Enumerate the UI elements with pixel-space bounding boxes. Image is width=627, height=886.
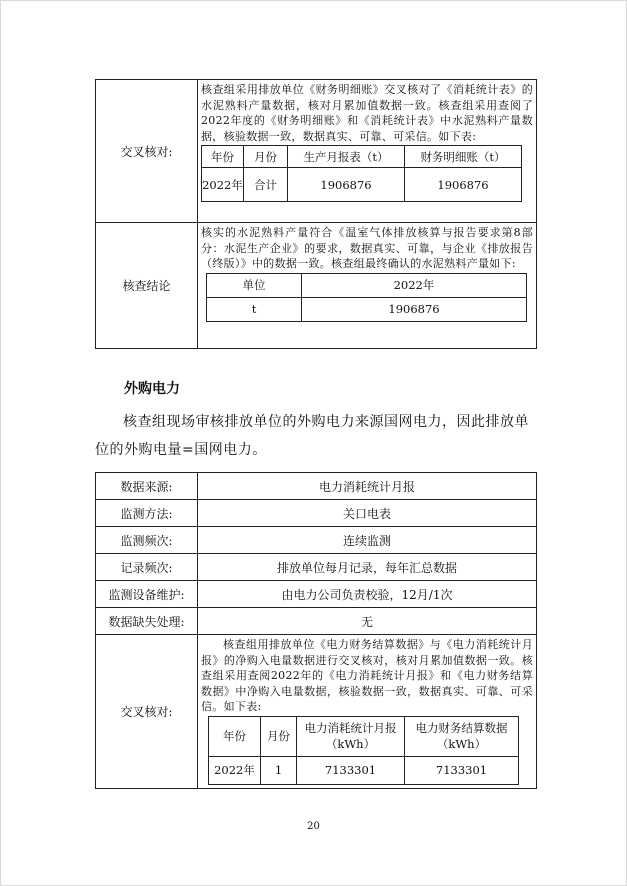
data-source-label: 数据来源:	[96, 473, 198, 500]
equipment-maintenance-value: 由电力公司负责校验，12月/1次	[198, 581, 537, 608]
cell-month-2: 1	[261, 756, 297, 784]
monitoring-frequency-value: 连续监测	[198, 527, 537, 554]
conclusion-inner-table	[206, 273, 527, 322]
cell-unit: t	[207, 297, 302, 321]
header-year: 年份	[202, 146, 244, 168]
electricity-table	[95, 472, 537, 789]
section-intro: 核查组现场审核排放单位的外购电力来源国网电力，因此排放单位的外购电量=国网电力。	[95, 414, 529, 458]
header-consumption-report: 电力消耗统计月报（kWh）	[297, 716, 405, 756]
page-number: 20	[307, 821, 320, 832]
cell-year: 2022年	[202, 168, 244, 202]
header-settlement-data: 电力财务结算数据（kWh）	[405, 716, 519, 756]
header-unit: 单位	[207, 273, 302, 297]
header-monthly-report: 生产月报表（t）	[288, 146, 405, 168]
missing-data-label: 数据缺失处理:	[96, 608, 198, 635]
cell-finance-ledger: 1906876	[405, 168, 522, 202]
cell-value: 1906876	[302, 297, 527, 321]
cell-year-2: 2022年	[209, 756, 261, 784]
cell-consumption-report: 7133301	[297, 756, 405, 784]
conclusion-text: 核实的水泥熟料产量符合《温室气体排放核算与报告要求第8部分：水泥生产企业》的要求，数据真实、可靠，与企业《排放报告（终版）》中的数据一致。核查组最终确认的水泥熟料产量如下:	[201, 226, 534, 270]
section-heading: 外购电力	[124, 381, 180, 397]
monitoring-method-value: 关口电表	[198, 500, 537, 527]
monitoring-method-label: 监测方法:	[96, 500, 198, 527]
cell-settlement-data: 7133301	[405, 756, 519, 784]
cross-check-cell-2	[198, 635, 537, 789]
data-source-value: 电力消耗统计月报	[198, 473, 537, 500]
cement-clinker-table	[95, 79, 537, 349]
missing-data-value: 无	[198, 608, 537, 635]
monitoring-frequency-label: 监测频次:	[96, 527, 198, 554]
record-frequency-label: 记录频次:	[96, 554, 198, 581]
header-month: 月份	[244, 146, 288, 168]
cross-check-cell	[198, 80, 537, 223]
header-finance-ledger: 财务明细账（t）	[405, 146, 522, 168]
record-frequency-value: 排放单位每月记录，每年汇总数据	[198, 554, 537, 581]
header-year-2022: 2022年	[302, 273, 527, 297]
header-month-2: 月份	[261, 716, 297, 756]
equipment-maintenance-label: 监测设备维护:	[96, 581, 198, 608]
cell-month: 合计	[244, 168, 288, 202]
conclusion-cell	[198, 223, 537, 349]
cross-check-label-2: 交叉核对:	[96, 635, 198, 789]
header-year-2: 年份	[209, 716, 261, 756]
cross-check-inner-table	[201, 145, 522, 202]
cross-check-label: 交叉核对:	[96, 80, 198, 223]
cross-check-text: 核查组采用排放单位《财务明细账》交叉核对了《消耗统计表》的水泥熟料产量数据，核对月累加值数据一致。核查组采用查阅了2022年度的《财务明细账》和《消耗统计表》中水泥熟料产量数据，核验数据一致，数据真实、可靠、可采信。如下表:	[201, 83, 534, 143]
cell-monthly-report: 1906876	[288, 168, 405, 202]
cross-check-text-2: 核查组用排放单位《电力财务结算数据》与《电力消耗统计月报》的净购入电量数据进行交叉核对，核对月累加值数据一致。核查组采用查阅2022年的《电力消耗统计月报》和《电力财务结算数据》中净购入电量数据，核验数据一致，数据真实、可靠、可采信。如下表:	[201, 638, 533, 713]
conclusion-label: 核查结论	[96, 223, 198, 349]
cross-check-inner-table-2	[208, 716, 519, 785]
